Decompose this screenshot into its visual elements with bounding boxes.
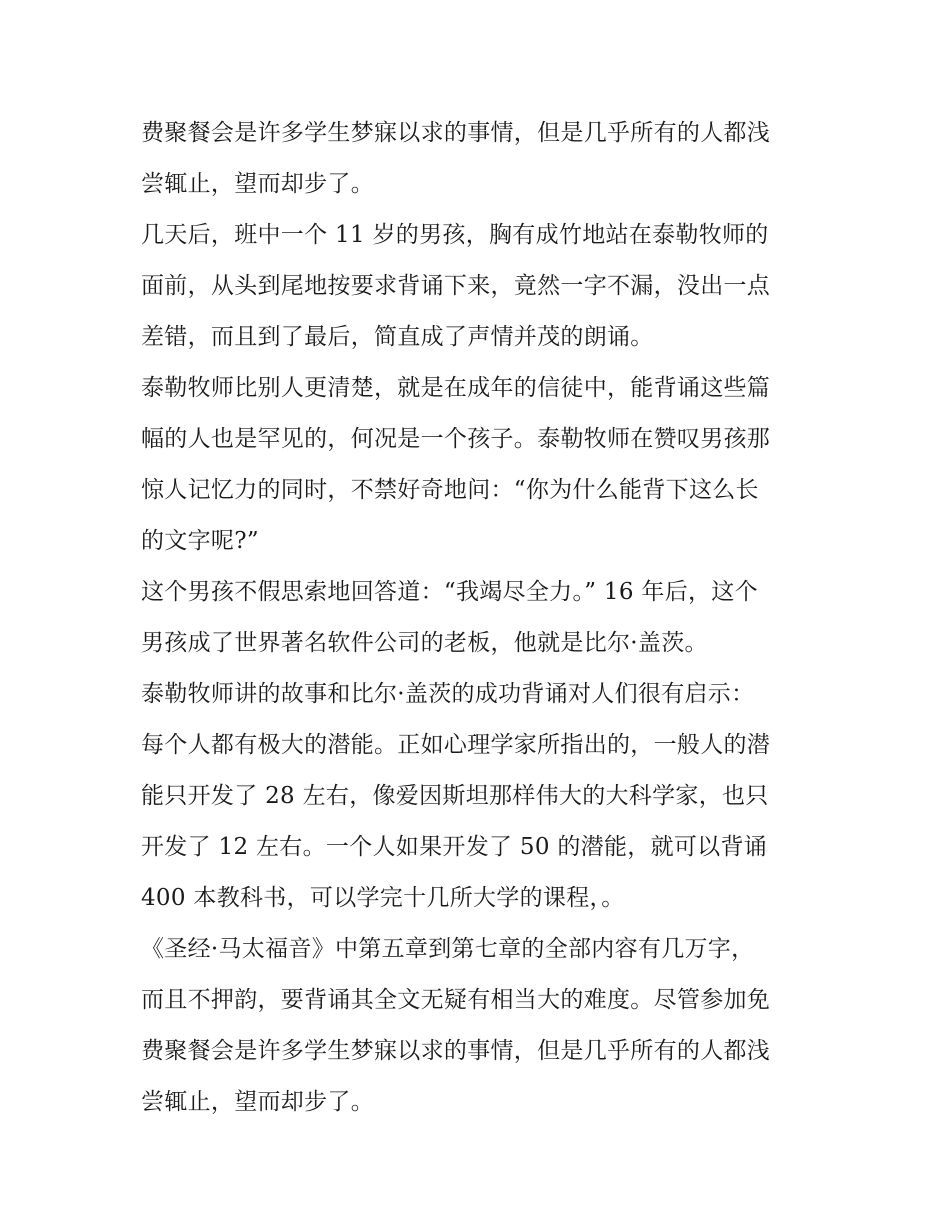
text-line: 幅的人也是罕见的，何况是一个孩子。泰勒牧师在赞叹男孩那 bbox=[141, 426, 771, 452]
text-line: 惊人记忆力的同时，不禁好奇地问：“你为什么能背下这么长 bbox=[141, 477, 759, 503]
text-line: 的文字呢?” bbox=[141, 528, 259, 554]
text-line: 能只开发了 28 左右，像爱因斯坦那样伟大的大科学家，也只 bbox=[141, 783, 769, 809]
text-line: 400 本教科书，可以学完十几所大学的课程，。 bbox=[141, 885, 625, 911]
text-line: 开发了 12 左右。一个人如果开发了 50 的潜能，就可以背诵 bbox=[141, 834, 768, 860]
text-line: 尝辄止，望而却步了。 bbox=[141, 1089, 374, 1115]
text-line: 每个人都有极大的潜能。正如心理学家所指出的，一般人的潜 bbox=[141, 732, 771, 758]
text-line: 尝辄止，望而却步了。 bbox=[141, 171, 374, 197]
text-line: 差错，而且到了最后，简直成了声情并茂的朗诵。 bbox=[141, 324, 654, 350]
text-line: 而且不押韵，要背诵其全文无疑有相当大的难度。尽管参加免 bbox=[141, 987, 771, 1013]
text-line: 男孩成了世界著名软件公司的老板，他就是比尔·盖茨。 bbox=[141, 630, 708, 656]
text-line: 泰勒牧师讲的故事和比尔·盖茨的成功背诵对人们很有启示： bbox=[141, 681, 755, 707]
text-line: 泰勒牧师比别人更清楚，就是在成年的信徒中，能背诵这些篇 bbox=[141, 375, 771, 401]
text-line: 面前，从头到尾地按要求背诵下来，竟然一字不漏，没出一点 bbox=[141, 273, 771, 299]
text-line: 这个男孩不假思索地回答道：“我竭尽全力。” 16 年后，这个 bbox=[141, 579, 758, 605]
text-line: 几天后，班中一个 11 岁的男孩，胸有成竹地站在泰勒牧师的 bbox=[141, 222, 769, 248]
text-line: 《圣经·马太福音》中第五章到第七章的全部内容有几万字， bbox=[141, 936, 755, 962]
text-line: 费聚餐会是许多学生梦寐以求的事情，但是几乎所有的人都浅 bbox=[141, 1038, 771, 1064]
body-text bbox=[141, 108, 821, 1128]
text-line: 费聚餐会是许多学生梦寐以求的事情，但是几乎所有的人都浅 bbox=[141, 120, 771, 146]
